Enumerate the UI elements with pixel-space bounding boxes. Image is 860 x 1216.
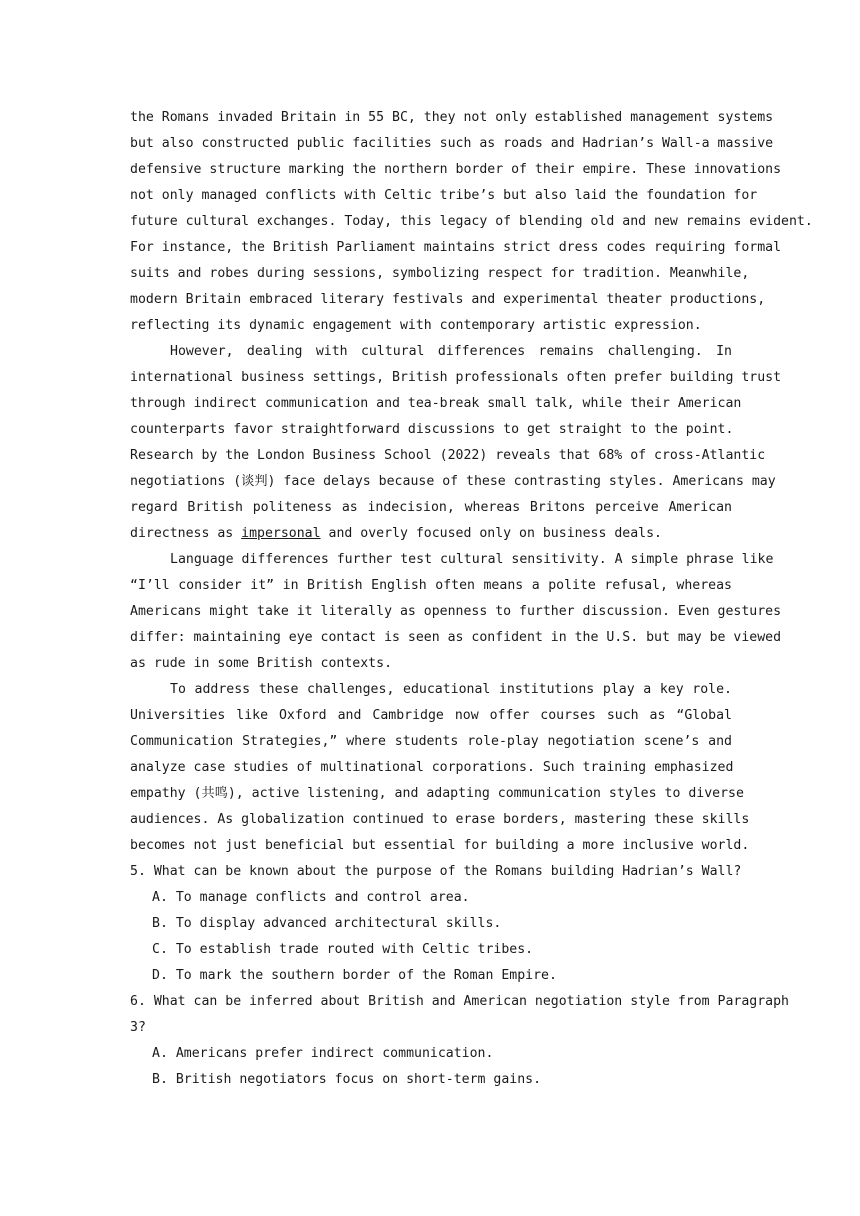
option-a: A. Americans prefer indirect communication. [152,1046,494,1061]
option-a: A. To manage conflicts and control area. [152,890,470,905]
text-line: not only managed conflicts with Celtic tribe’s but also laid the foundation for [130,188,758,203]
text-segment: and overly focused only on business deals. [320,526,662,541]
text-line: analyze case studies of multinational corporations. Such training emphasized [130,760,734,775]
text-segment: directness as [130,526,242,541]
option-c: C. To establish trade routed with Celtic tribes. [152,942,534,957]
text-line: However, dealing with cultural differences remains challenging. In [170,344,732,359]
paragraph-romans [130,105,813,339]
text-line: becomes not just beneficial but essential for building a more inclusive world. [130,838,750,853]
text-line: audiences. As globalization continued to erase borders, mastering these skills [130,812,750,827]
paragraph-education [130,677,750,859]
text-line: Language differences further test cultural sensitivity. A simple phrase like [170,552,774,567]
text-line: counterparts favor straightforward discussions to get straight to the point. [130,422,734,437]
question-stem: 6. What can be inferred about British and American negotiation style from Paragraph [130,994,789,1009]
question-stem: 5. What can be known about the purpose of the Romans building Hadrian’s Wall? [130,864,742,879]
text-line [130,521,732,547]
question-6 [130,989,789,1093]
text-line: as rude in some British contexts. [130,656,393,671]
underlined-word: impersonal [241,526,321,541]
document-page [130,105,813,1093]
option-d: D. To mark the southern border of the Roman Empire. [152,968,557,983]
text-line: through indirect communication and tea-break small talk, while their American [130,396,742,411]
text-line: regard British politeness as indecision, whereas Britons perceive American [130,500,732,515]
text-line: but also constructed public facilities such as roads and Hadrian’s Wall-a massive [130,136,774,151]
paragraph-language-differences [130,547,782,677]
text-line: negotiations (谈判) face delays because of these contrasting styles. Americans may [130,474,776,489]
question-stem-continued: 3? [130,1020,146,1035]
text-line: Americans might take it literally as openness to further discussion. Even gestures [130,604,782,619]
text-line: “I’ll consider it” in British English often means a polite refusal, whereas [130,578,732,593]
option-b: B. British negotiators focus on short-term gains. [152,1072,542,1087]
paragraph-cultural-differences [130,339,782,547]
text-line: differ: maintaining eye contact is seen as confident in the U.S. but may be viewed [130,630,782,645]
text-line: Universities like Oxford and Cambridge now offer courses such as “Global [130,708,732,723]
text-line: empathy (共鸣), active listening, and adapting communication styles to diverse [130,786,744,801]
question-5 [130,859,742,989]
text-line: suits and robes during sessions, symbolizing respect for tradition. Meanwhile, [130,266,750,281]
option-b: B. To display advanced architectural skills. [152,916,502,931]
text-line: reflecting its dynamic engagement with contemporary artistic expression. [130,318,702,333]
text-line: Research by the London Business School (2022) reveals that 68% of cross-Atlantic [130,448,766,463]
text-line: future cultural exchanges. Today, this legacy of blending old and new remains evident. [130,214,813,229]
text-line: defensive structure marking the northern border of their empire. These innovations [130,162,782,177]
text-line: the Romans invaded Britain in 55 BC, they not only established management systems [130,110,774,125]
text-line: To address these challenges, educational institutions play a key role. [170,682,732,697]
text-line: For instance, the British Parliament maintains strict dress codes requiring formal [130,240,782,255]
text-line: modern Britain embraced literary festivals and experimental theater productions, [130,292,766,307]
text-line: international business settings, British professionals often prefer building trust [130,370,782,385]
text-line: Communication Strategies,” where students role-play negotiation scene’s and [130,734,732,749]
